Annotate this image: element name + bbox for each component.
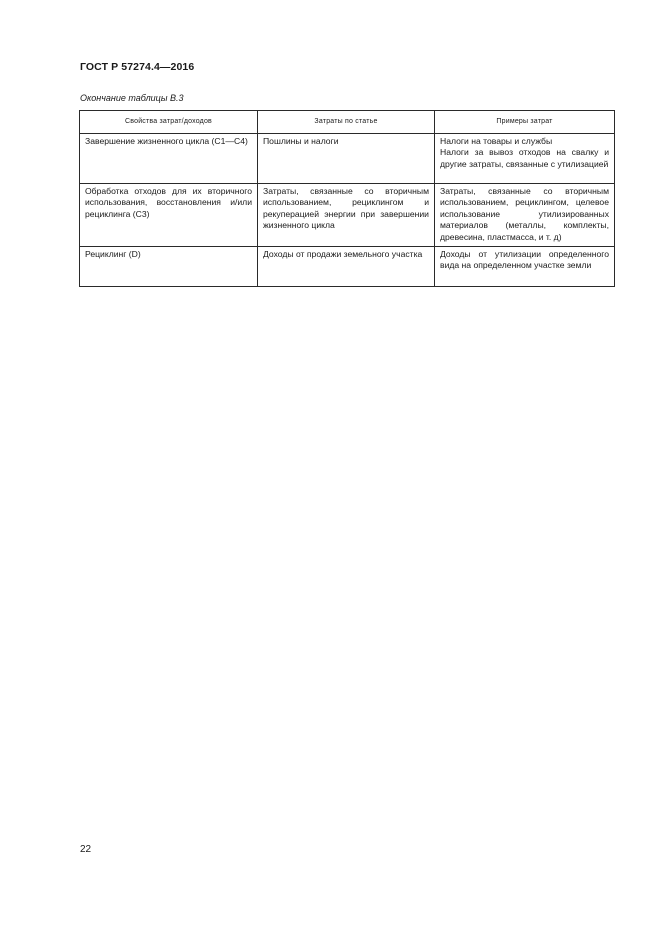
cell-cost-item: Доходы от продажи земельного участка (258, 247, 435, 287)
table-caption: Окончание таблицы В.3 (80, 93, 184, 103)
table-header-row (80, 111, 615, 134)
column-header-property: Свойства затрат/доходов (80, 111, 258, 134)
cell-property: Завершение жизненного цикла (С1—С4) (80, 134, 258, 184)
column-header-examples: Примеры затрат (435, 111, 615, 134)
table-row (80, 134, 615, 184)
column-header-cost-item: Затраты по статье (258, 111, 435, 134)
costs-table (79, 110, 615, 287)
cell-property: Рециклинг (D) (80, 247, 258, 287)
example-line: Затраты, связанные со вторичным использованием, рециклингом, целевое использование утилизированных материалов (металлы, комплекты, древесина, пластмасса, и т. д) (440, 186, 609, 242)
cell-examples (435, 247, 615, 287)
document-header: ГОСТ Р 57274.4—2016 (80, 61, 195, 73)
cell-examples (435, 184, 615, 247)
cell-cost-item: Пошлины и налоги (258, 134, 435, 184)
table-row (80, 184, 615, 247)
example-line: Доходы от утилизации определенного вида на определенном участке земли (440, 249, 609, 271)
cell-examples (435, 134, 615, 184)
page-number: 22 (80, 844, 92, 855)
table-row (80, 247, 615, 287)
example-line: Налоги за вывоз отходов на свалку и другие затраты, связанные с утилизацией (440, 147, 609, 169)
example-line: Налоги на товары и службы (440, 136, 553, 146)
cell-property: Обработка отходов для их вторичного использования, восстановления и/или рециклинга (С3) (80, 184, 258, 247)
cell-cost-item: Затраты, связанные со вторичным использованием, рециклингом и рекуперацией энергии при завершении жизненного цикла (258, 184, 435, 247)
